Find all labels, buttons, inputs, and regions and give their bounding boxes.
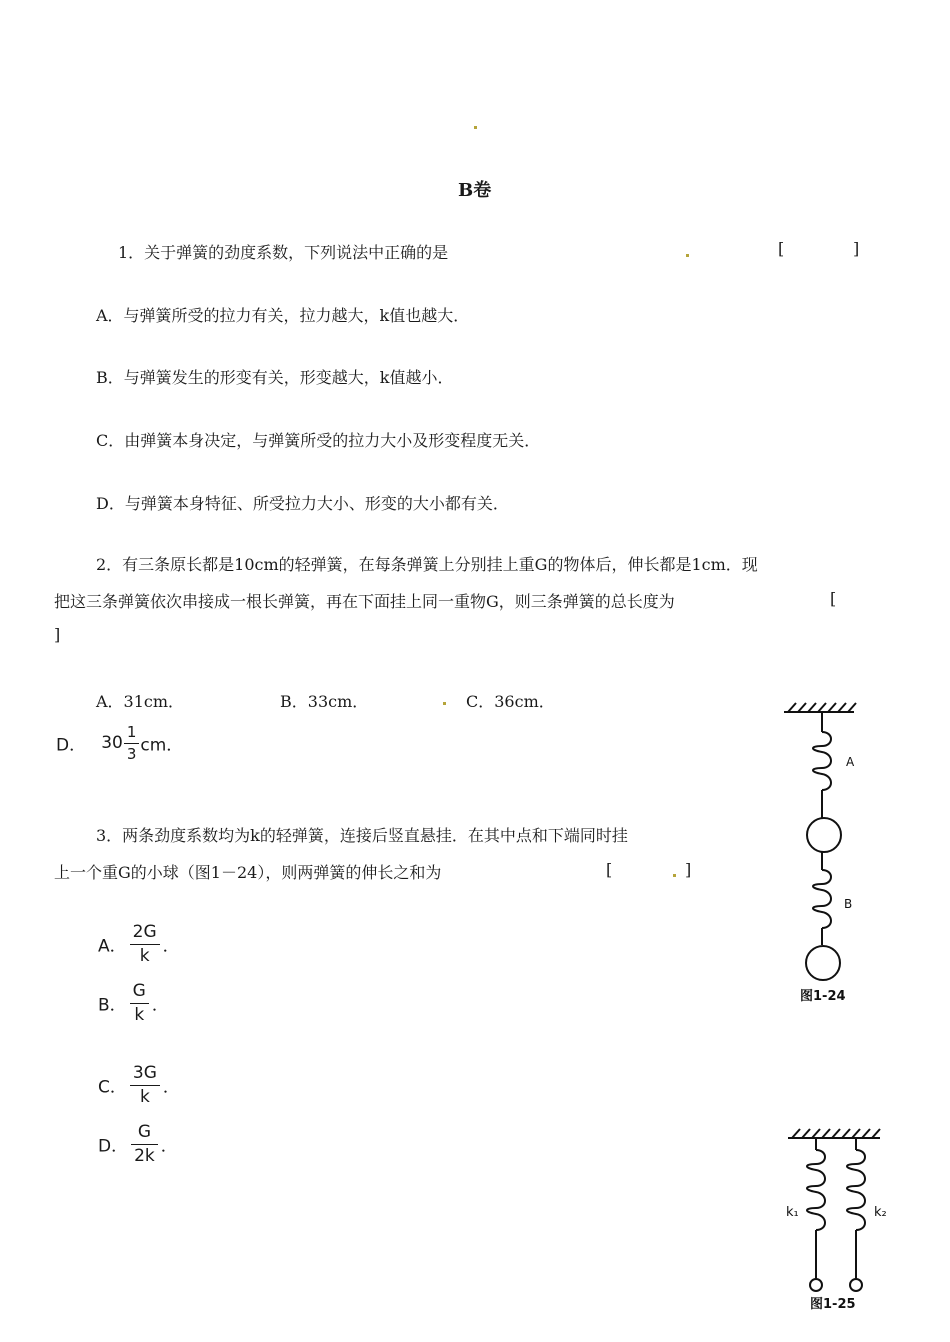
q1-bracket-close: ]	[853, 239, 860, 258]
q1-option-b: B．与弹簧发生的形变有关，形变越大，k值越小．	[96, 368, 454, 387]
q3-option-b	[98, 982, 169, 1024]
q3-option-d-end: ．	[160, 1136, 178, 1157]
q2-line2: 把这三条弹簧依次串接成一根长弹簧，再在下面挂上同一重物G，则三条弹簧的总长度为	[54, 592, 675, 611]
stray-dot	[686, 254, 689, 257]
figure-1-24	[770, 698, 880, 1010]
q1-stem: 1．关于弹簧的劲度系数，下列说法中正确的是	[118, 243, 449, 262]
q2-option-d-whole: 30	[101, 733, 123, 753]
q2-option-c: C．36cm．	[466, 692, 555, 711]
q3-option-c-label: C．	[98, 1077, 127, 1098]
stray-dot	[673, 874, 676, 877]
q2-bracket-close: ]	[54, 625, 61, 644]
q3-option-c-end: ．	[162, 1077, 180, 1098]
label-b: B	[844, 897, 853, 911]
ceiling-hatch	[792, 1129, 880, 1138]
q2-line1: 2．有三条原长都是10cm的轻弹簧，在每条弹簧上分别挂上重G的物体后，伸长都是1cm．现	[96, 555, 758, 574]
ceiling-hatch	[788, 703, 856, 712]
spring-k2-coil	[847, 1150, 865, 1230]
fraction-denominator: k	[134, 1004, 145, 1025]
figure-1-25	[770, 1120, 890, 1320]
figure-caption: 图1-25	[810, 1297, 856, 1312]
k2-ball	[850, 1279, 862, 1291]
q1-option-c: C．由弹簧本身决定，与弹簧所受的拉力大小及形变程度无关．	[96, 431, 541, 450]
q3-option-a-end: ．	[162, 936, 180, 957]
figure-caption: 图1-24	[800, 989, 846, 1004]
fraction-numerator: 2G	[130, 923, 160, 945]
fraction-numerator: G	[131, 1123, 158, 1145]
fraction-denominator: 2k	[134, 1145, 155, 1166]
stray-dot	[474, 126, 477, 129]
q1-option-a: A．与弹簧所受的拉力有关，拉力越大，k值也越大．	[96, 306, 470, 325]
spring-a-coil	[813, 732, 831, 790]
fraction-denominator: k	[139, 1086, 150, 1107]
q3-option-a-fraction	[130, 923, 160, 965]
q3-option-a	[98, 923, 180, 965]
q3-option-c	[98, 1064, 180, 1106]
label-a: A	[846, 755, 855, 769]
q3-option-b-label: B．	[98, 995, 127, 1016]
q2-option-d-unit: cm．	[140, 735, 184, 756]
bottom-ball	[806, 946, 840, 980]
q1-option-d: D．与弹簧本身特征、所受拉力大小、形变的大小都有关．	[96, 494, 509, 513]
spring-k1-coil	[807, 1150, 825, 1230]
q2-option-d-fraction	[124, 724, 140, 762]
section-title: B卷	[458, 180, 492, 201]
q3-option-c-fraction	[130, 1064, 160, 1106]
q3-line2: 上一个重G的小球（图1－24），则两弹簧的伸长之和为	[54, 863, 442, 882]
q2-option-a: A．31cm．	[96, 692, 185, 711]
middle-ball	[807, 818, 841, 852]
fraction-numerator: 1	[124, 724, 140, 744]
k1-ball	[810, 1279, 822, 1291]
q2-bracket-open: [	[830, 589, 837, 608]
q2-option-d-label: D．	[56, 735, 87, 756]
q3-option-d-fraction	[131, 1123, 158, 1165]
q3-option-b-fraction	[130, 982, 149, 1024]
stray-dot	[443, 702, 446, 705]
q2-option-d	[56, 724, 183, 762]
q1-bracket-open: [	[778, 239, 785, 258]
spring-b-coil	[813, 870, 831, 928]
q2-option-b: B．33cm．	[280, 692, 369, 711]
label-k1: k₁	[786, 1205, 799, 1220]
q3-bracket-close: ]	[685, 860, 692, 879]
q3-line1: 3．两条劲度系数均为k的轻弹簧，连接后竖直悬挂．在其中点和下端同时挂	[96, 826, 628, 845]
fraction-denominator: 3	[126, 744, 137, 763]
q3-option-a-label: A．	[98, 936, 127, 957]
fraction-denominator: k	[139, 945, 150, 966]
q3-bracket-open: [	[606, 860, 613, 879]
q3-option-b-end: ．	[151, 995, 169, 1016]
q3-option-d-label: D．	[98, 1136, 129, 1157]
fraction-numerator: 3G	[130, 1064, 160, 1086]
q3-option-d	[98, 1123, 178, 1165]
label-k2: k₂	[874, 1205, 887, 1220]
fraction-numerator: G	[130, 982, 149, 1004]
